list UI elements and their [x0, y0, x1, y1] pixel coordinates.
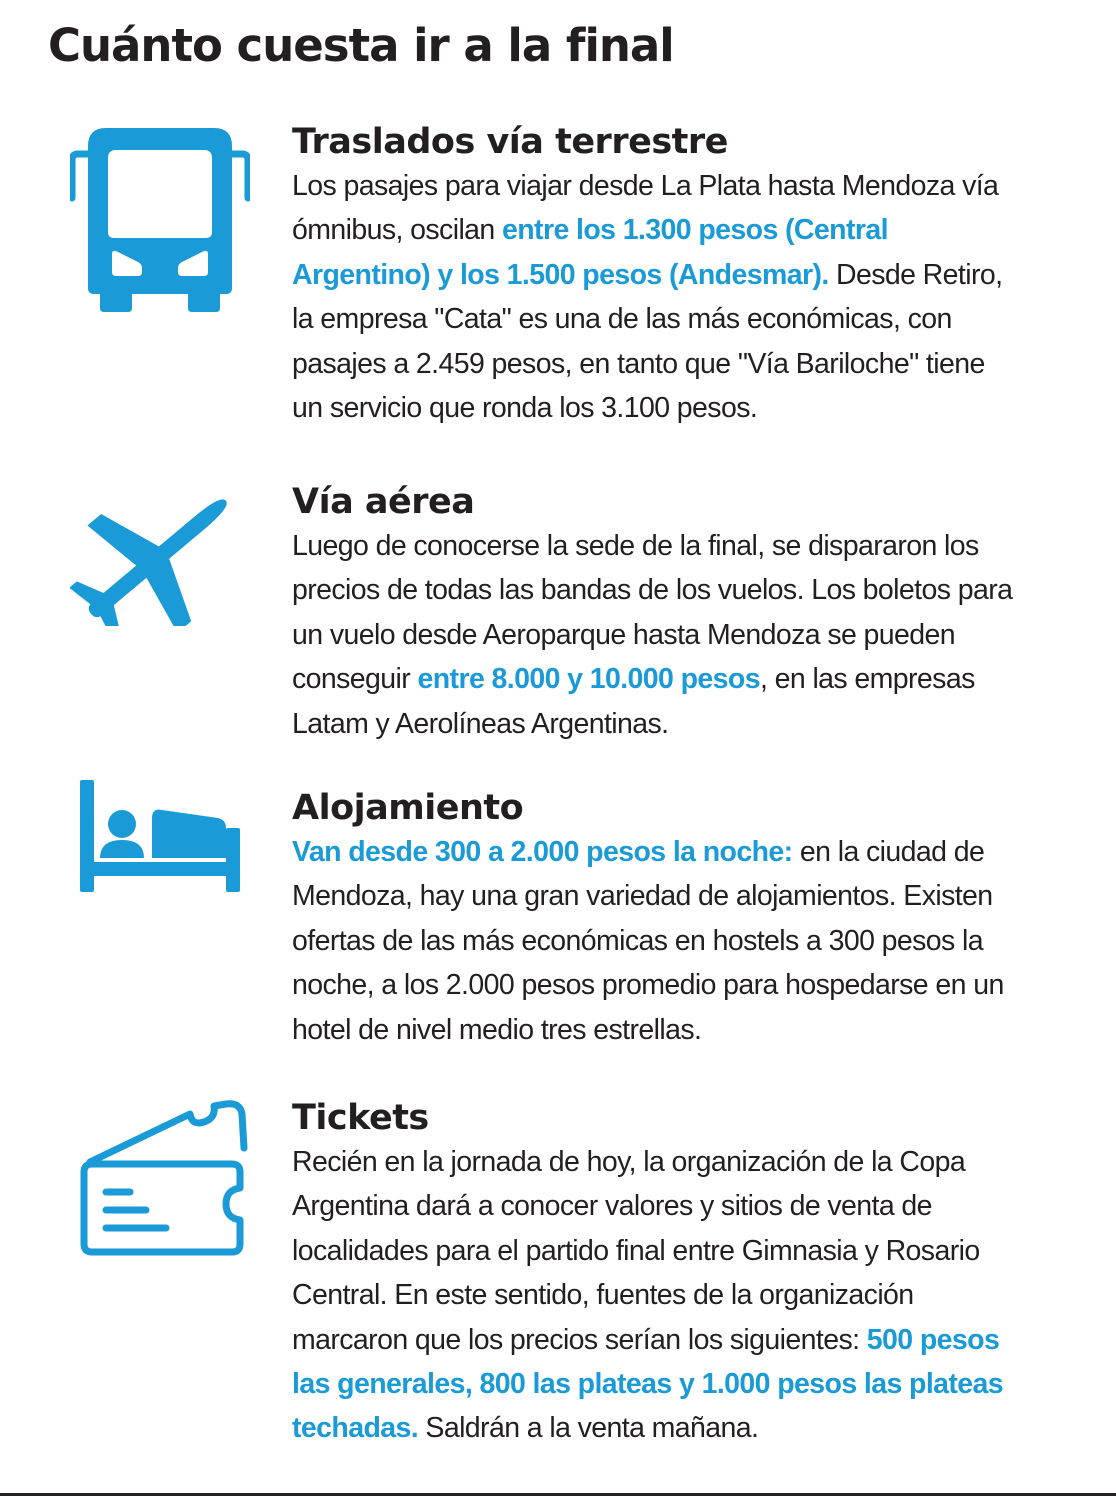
body-line [292, 830, 1112, 874]
body-line: localidades para el partido final entre Gimnasia y Rosario [292, 1234, 980, 1267]
body-line [292, 1362, 1112, 1406]
bottom-divider [0, 1493, 1116, 1496]
section-body [292, 164, 1112, 430]
body-line [292, 1318, 1112, 1362]
section-heading: Alojamiento [292, 788, 524, 828]
body-line: ofertas de las más económicas en hostels a 300 pesos la [292, 924, 983, 957]
body-line [292, 253, 1112, 297]
body-text: , en las empresas [759, 663, 975, 696]
bed-icon [70, 780, 250, 892]
section-body [292, 524, 1112, 746]
body-text: marcaron que los precios serían los siguientes: [292, 1323, 867, 1356]
body-line: pasajes a 2.459 pesos, en tanto que "Vía Bariloche" tiene [292, 347, 985, 380]
body-text: Desde Retiro, [828, 258, 1003, 291]
body-line: Recién en la jornada de hoy, la organización de la Copa [292, 1146, 966, 1178]
section-via-aerea-text [292, 480, 1112, 746]
body-text: ómnibus, oscilan [292, 214, 502, 247]
section-tickets-text [292, 1096, 1112, 1451]
body-line: un servicio que ronda los 3.100 pesos. [292, 392, 758, 425]
body-line: Luego de conocerse la sede de la final, se dispararon los [292, 530, 979, 562]
body-line [292, 208, 1112, 252]
body-line: un vuelo desde Aeroparque hasta Mendoza se pueden [292, 618, 956, 651]
airplane-icon [70, 486, 250, 626]
bus-icon [70, 128, 250, 312]
price-highlight: Argentino) y los 1.500 pesos (Andesmar). [292, 258, 829, 291]
body-line: precios de todas las bandas de los vuelos. Los boletos para [292, 574, 1013, 607]
bed-icon-graphic [70, 780, 250, 892]
body-text: en la ciudad de [792, 836, 985, 868]
section-body [292, 830, 1112, 1052]
price-highlight: entre los 1.300 pesos (Central [502, 214, 888, 247]
body-line: Central. En este sentido, fuentes de la organización [292, 1279, 914, 1312]
airplane-icon-graphic [70, 486, 250, 626]
body-text: Saldrán a la venta mañana. [418, 1412, 759, 1445]
price-highlight: techadas. [292, 1412, 419, 1445]
body-line: la empresa "Cata" es una de las más económicas, con [292, 303, 952, 336]
body-line: Mendoza, hay una gran variedad de alojamientos. Existen [292, 880, 993, 913]
ticket-icon [70, 1100, 250, 1260]
body-line [292, 1406, 1112, 1450]
body-line: Los pasajes para viajar desde La Plata hasta Mendoza vía [292, 170, 999, 202]
price-highlight: las generales, 800 las plateas y 1.000 pesos las plateas [292, 1368, 1004, 1401]
section-heading: Tickets [292, 1098, 429, 1138]
bus-icon-graphic [70, 128, 250, 312]
ticket-icon-graphic [70, 1100, 250, 1260]
body-text: conseguir [292, 663, 418, 696]
body-line [292, 657, 1112, 701]
body-line: noche, a los 2.000 pesos promedio para hospedarse en un [292, 969, 1004, 1002]
body-line: hotel de nivel medio tres estrellas. [292, 1013, 702, 1046]
section-heading: Traslados vía terrestre [292, 122, 728, 162]
body-line: Argentina dará a conocer valores y sitios de venta de [292, 1190, 932, 1223]
section-alojamiento-text [292, 786, 1112, 1052]
section-heading: Vía aérea [292, 482, 475, 522]
price-highlight: 500 pesos [866, 1323, 1000, 1356]
section-traslados-text [292, 120, 1112, 430]
section-body [292, 1140, 1112, 1451]
page-title: Cuánto cuesta ir a la final [48, 19, 674, 72]
body-line: Latam y Aerolíneas Argentinas. [292, 707, 669, 740]
price-highlight: entre 8.000 y 10.000 pesos [417, 663, 760, 696]
price-highlight: Van desde 300 a 2.000 pesos la noche: [292, 836, 793, 868]
